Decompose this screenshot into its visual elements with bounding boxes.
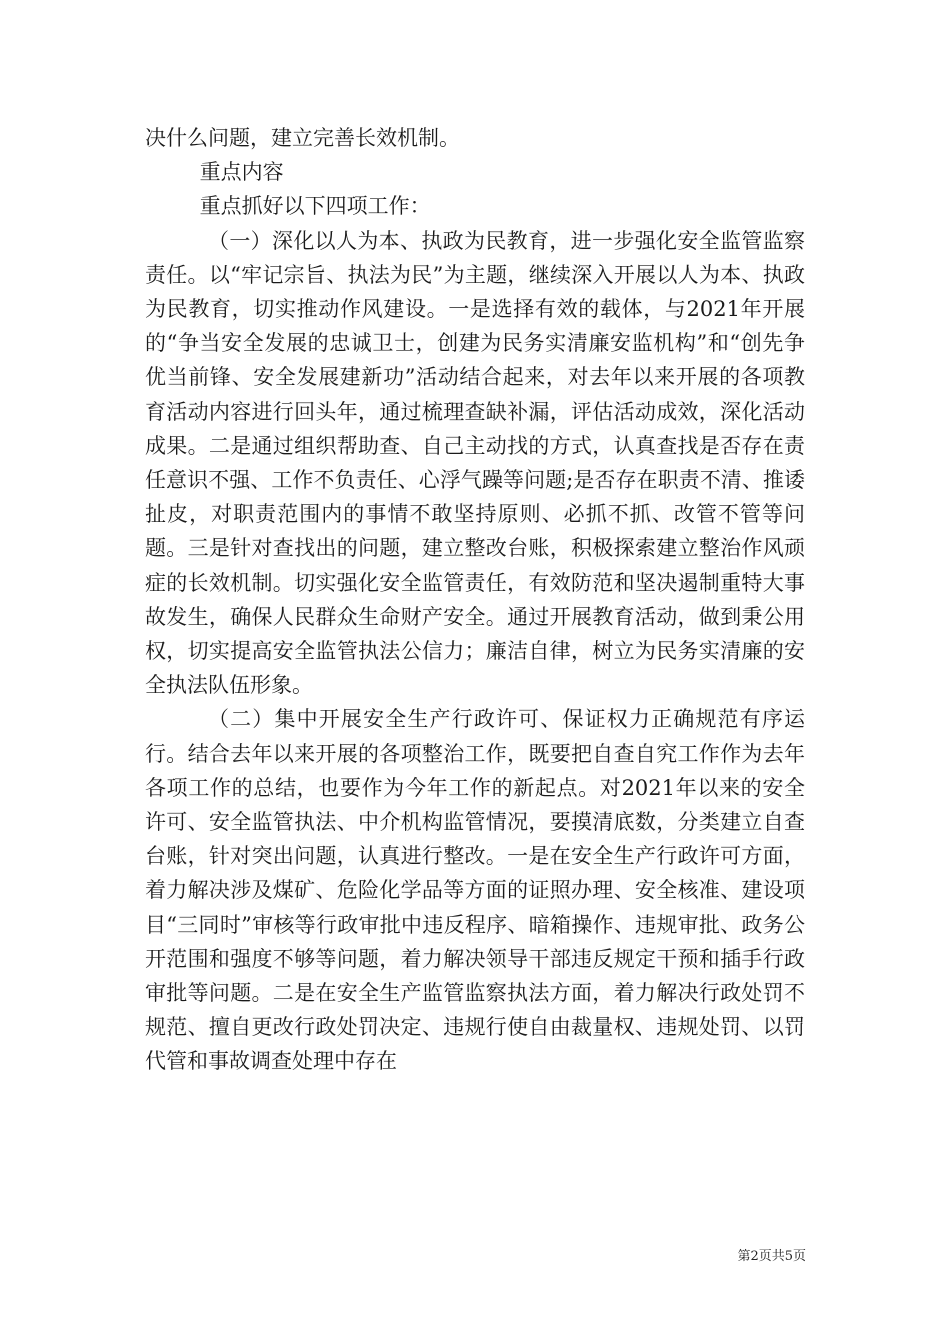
paragraph-item-2: （二）集中开展安全生产行政许可、保证权力正确规范有序运行。结合去年以来开展的各项整治工作，既要把自查自究工作作为去年各项工作的总结，也要作为今年工作的新起点。对2021年以来的安全许可、安全监管执法、中介机构监管情况，要摸清底数，分类建立自查台账，针对突出问题，认真进行整改。一是在安全生产行政许可方面，着力解决涉及煤矿、危险化学品等方面的证照办理、安全核准、建设项目“三同时”审核等行政审批中违反程序、暗箱操作、违规审批、政务公开范围和强度不够等问题，着力解决领导干部违反规定干预和插手行政审批等问题。二是在安全生产监管监察执法方面，着力解决行政处罚不规范、擅自更改行政处罚决定、违规行使自由裁量权、违规处罚、以罚代管和事故调查处理中存在 [145, 707, 805, 1074]
paragraph-continuation: 决什么问题，建立完善长效机制。 [145, 126, 460, 150]
document-body [145, 121, 805, 1079]
section-intro: 重点抓好以下四项工作： [199, 194, 431, 219]
page-number: 第2页共5页 [737, 1249, 806, 1264]
section-heading: 重点内容 [199, 160, 284, 185]
paragraph-item-1: （一）深化以人为本、执政为民教育，进一步强化安全监管监察责任。以“牢记宗旨、执法为民”为主题，继续深入开展以人为本、执政为民教育，切实推动作风建设。一是选择有效的载体，与2021年开展的“争当安全发展的忠诚卫士，创建为民务实清廉安监机构”和“创先争优当前锋、安全发展建新功”活动结合起来，对去年以来开展的各项教育活动内容进行回头年，通过梳理查缺补漏，评估活动成效，深化活动成果。二是通过组织帮助查、自己主动找的方式，认真查找是否存在责任意识不强、工作不负责任、心浮气躁等问题;是否存在职责不清、推诿扯皮，对职责范围内的事情不敢坚持原则、必抓不抓、改管不管等问题。三是针对查找出的问题，建立整改台账，积极探索建立整治作风顽症的长效机制。切实强化安全监管责任，有效防范和坚决遏制重特大事故发生，确保人民群众生命财产安全。通过开展教育活动，做到秉公用权，切实提高安全监管执法公信力；廉洁自律，树立为民务实清廉的安全执法队伍形象。 [145, 228, 805, 698]
